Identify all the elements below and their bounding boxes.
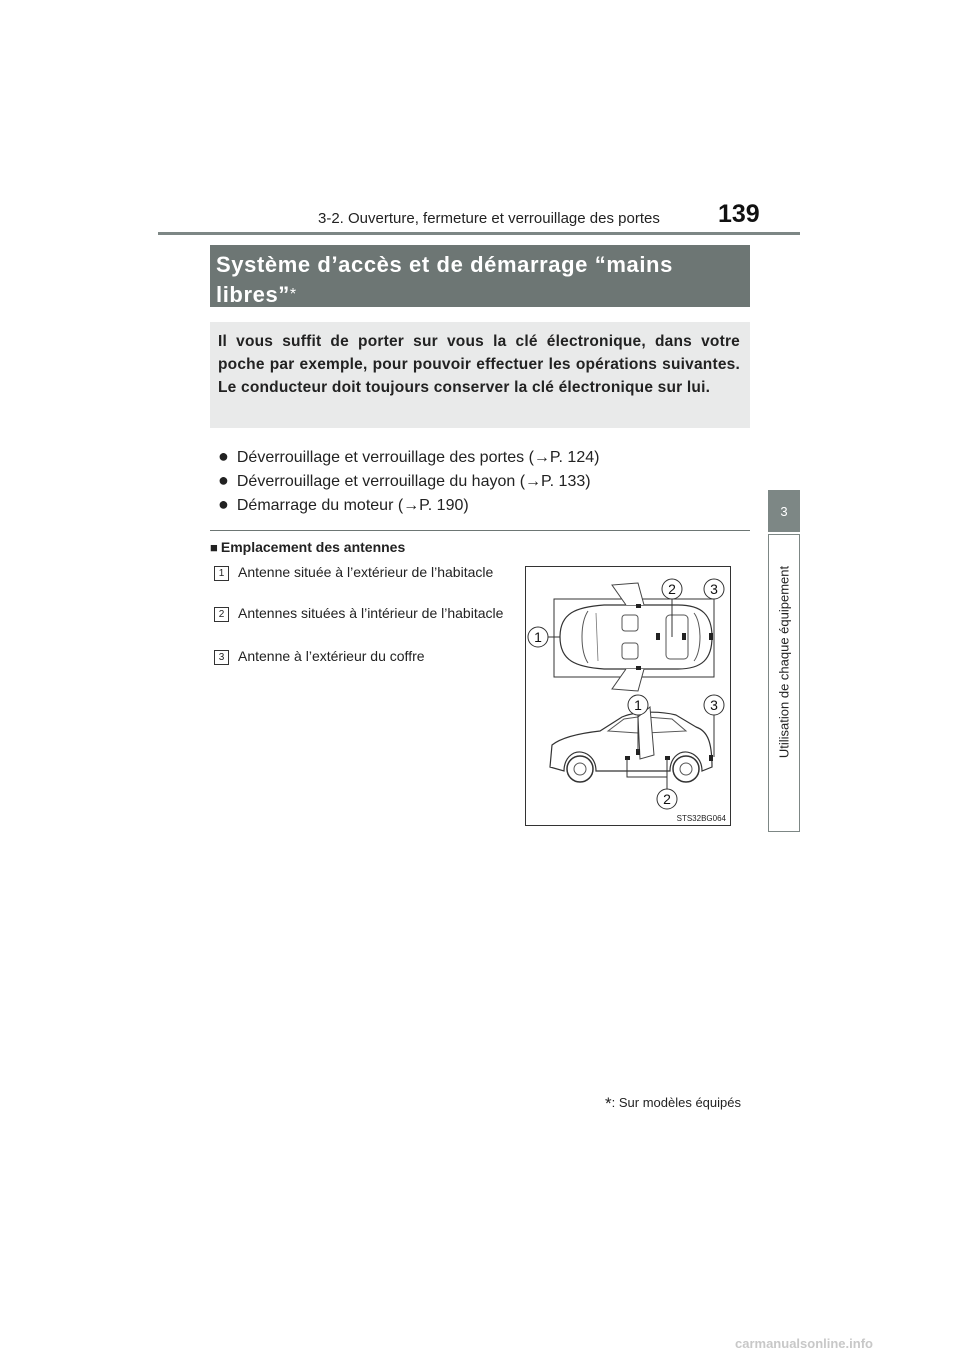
title-banner — [210, 245, 750, 307]
legend-text: Antenne située à l’extérieur de l’habitacle — [238, 564, 494, 580]
callout-number: 3 — [710, 581, 718, 597]
chapter-label: Utilisation de chaque équipement — [776, 565, 792, 759]
figure-code: STS32BG064 — [676, 814, 726, 823]
open-door-bottom — [612, 669, 644, 691]
footnote-asterisk: * — [605, 1094, 612, 1113]
antenna-marker — [656, 633, 660, 640]
header-rule — [158, 232, 800, 235]
antenna-marker — [636, 666, 641, 670]
bullet-dot-icon: ● — [218, 470, 229, 490]
footnote — [605, 1094, 741, 1114]
title-asterisk: * — [289, 286, 297, 303]
wheel-hub — [680, 763, 692, 775]
section-rule — [210, 530, 750, 531]
page-number: 139 — [718, 200, 760, 228]
callout-number: 1 — [534, 629, 542, 645]
bullet-text: Déverrouillage et verrouillage des portes (→P. 124) — [236, 449, 600, 466]
legend-number: 1 — [214, 566, 229, 581]
bullet-text: Démarrage du moteur (→P. 190) — [236, 497, 469, 514]
seat-icon — [622, 643, 638, 659]
square-bullet-icon: ■ — [210, 540, 218, 555]
bullet-item — [218, 446, 599, 467]
antenna-marker — [709, 633, 713, 640]
page-title — [216, 250, 746, 310]
legend-text: Antenne à l’extérieur du coffre — [238, 648, 425, 664]
seat-icon — [622, 615, 638, 631]
antenna-location-figure — [525, 566, 731, 826]
section-heading-text: Emplacement des antennes — [220, 539, 406, 555]
bullet-dot-icon: ● — [218, 494, 229, 514]
callout-number: 2 — [668, 581, 676, 597]
callout-number: 2 — [663, 791, 671, 807]
antenna-marker — [636, 604, 641, 608]
legend-number: 2 — [214, 607, 229, 622]
chapter-tab — [768, 490, 800, 532]
bullet-item — [218, 470, 591, 491]
legend-number: 3 — [214, 650, 229, 665]
chapter-number: 3 — [780, 503, 788, 519]
bullet-item — [218, 494, 469, 515]
antenna-marker — [682, 633, 686, 640]
callout-number: 1 — [634, 697, 642, 713]
callout-number: 3 — [710, 697, 718, 713]
vehicle-diagram — [526, 567, 732, 827]
footnote-text: : Sur modèles équipés — [611, 1095, 741, 1110]
bullet-dot-icon: ● — [218, 446, 229, 466]
open-door-top — [612, 583, 644, 605]
intro-box — [210, 322, 750, 428]
antenna-marker — [709, 755, 713, 761]
wheel-hub — [574, 763, 586, 775]
legend-text: Antennes situées à l’intérieur de l’habitacle — [238, 605, 504, 621]
section-heading — [210, 539, 405, 555]
page-title-text: Système d’accès et de démarrage “mains libres” — [216, 252, 673, 307]
running-header: 3-2. Ouverture, fermeture et verrouillage des portes — [318, 210, 660, 227]
bullet-text: Déverrouillage et verrouillage du hayon (→P. 133) — [236, 473, 591, 490]
intro-text: Il vous suffit de porter sur vous la clé électronique, dans votre poche par exemple, pour pouvoir effectuer les opérations suivantes. Le conducteur doit toujours conserver la clé électronique sur lui. — [218, 333, 740, 396]
watermark: carmanualsonline.info — [735, 1336, 873, 1351]
